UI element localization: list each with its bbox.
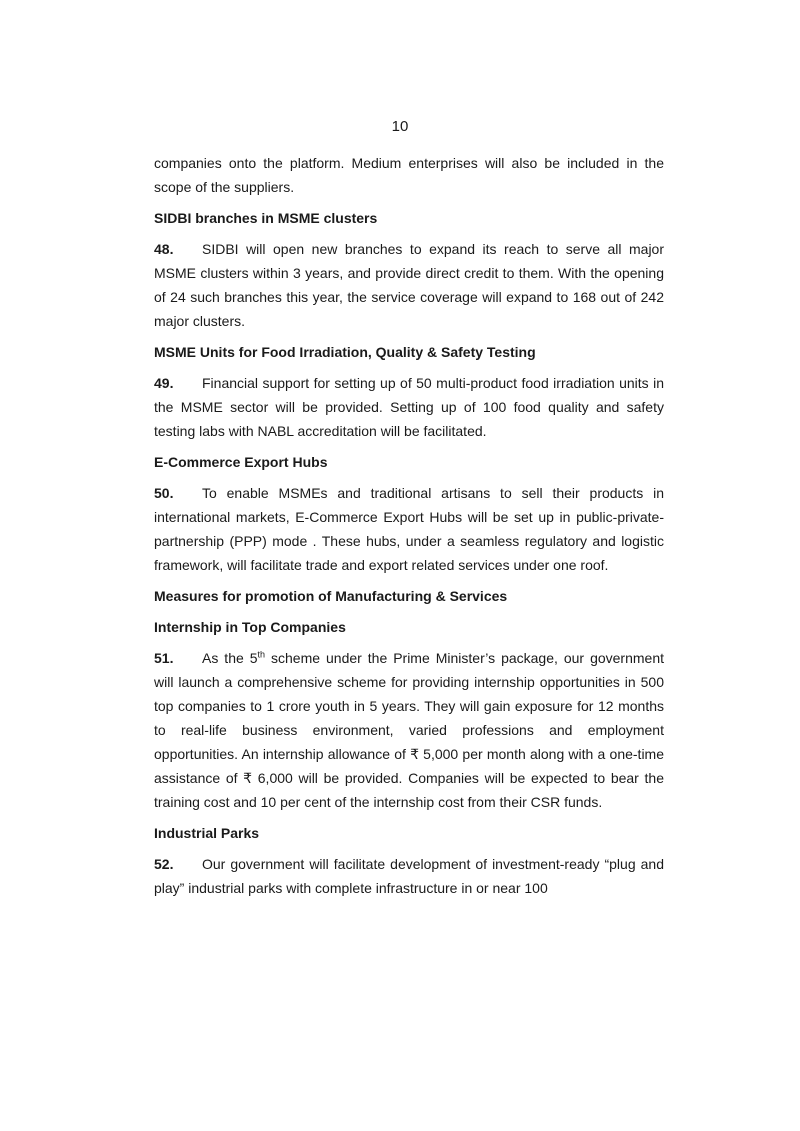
paragraph-number: 49. xyxy=(154,375,174,391)
paragraph-text: SIDBI will open new branches to expand its reach to serve all major MSME clusters within 3 years, and provide direct credit to them. With the opening of 24 such branches this year, the service coverage will expand to 168 out of 242 major clusters. xyxy=(154,241,664,329)
paragraph-number: 50. xyxy=(154,485,174,501)
intro-paragraph: companies onto the platform. Medium enterprises will also be included in the scope of the suppliers. xyxy=(154,155,664,195)
paragraph-number: 48. xyxy=(154,241,174,257)
paragraph-50 xyxy=(154,481,664,577)
heading-industrial-parks: Industrial Parks xyxy=(154,825,260,841)
heading-ecommerce-hubs: E-Commerce Export Hubs xyxy=(154,454,328,470)
ordinal-suffix: th xyxy=(257,649,266,660)
paragraph-49 xyxy=(154,371,664,443)
paragraph-text-rest: scheme under the Prime Minister’s package, our government will launch a comprehensive scheme for providing internship opportunities in 500 top companies to 1 crore youth in 5 years. They will gain exposure for 12 months to real-life business environment, varied professions and employment opportunities. An internship allowance of ₹ 5,000 per month along with a one-time assistance of ₹ 6,000 will be provided. Companies will be expected to bear the training cost and 10 per cent of the internship cost from their CSR funds. xyxy=(154,650,664,810)
paragraph-text-start: As the 5 xyxy=(202,650,258,666)
heading-internship: Internship in Top Companies xyxy=(154,619,346,635)
paragraph-text: Our government will facilitate development of investment-ready “plug and play” industrial parks with complete infrastructure in or near 100 xyxy=(154,856,664,896)
document-body xyxy=(154,151,664,907)
paragraph-48 xyxy=(154,237,664,333)
heading-manufacturing-services: Measures for promotion of Manufacturing & Services xyxy=(154,588,508,604)
heading-sidbi: SIDBI branches in MSME clusters xyxy=(154,210,378,226)
paragraph-text: Financial support for setting up of 50 multi-product food irradiation units in the MSME sector will be provided. Setting up of 100 food quality and safety testing labs with NABL accreditation will be facilitated. xyxy=(154,375,664,439)
paragraph-51 xyxy=(154,646,664,814)
paragraph-number: 51. xyxy=(154,650,174,666)
paragraph-52 xyxy=(154,852,664,900)
heading-food-irradiation: MSME Units for Food Irradiation, Quality & Safety Testing xyxy=(154,344,536,360)
paragraph-number: 52. xyxy=(154,856,174,872)
paragraph-text: To enable MSMEs and traditional artisans to sell their products in international markets, E-Commerce Export Hubs will be set up in public-private-partnership (PPP) mode . These hubs, under a seamless regulatory and logistic framework, will facilitate trade and export related services under one roof. xyxy=(154,485,664,573)
page-number: 10 xyxy=(391,118,409,135)
